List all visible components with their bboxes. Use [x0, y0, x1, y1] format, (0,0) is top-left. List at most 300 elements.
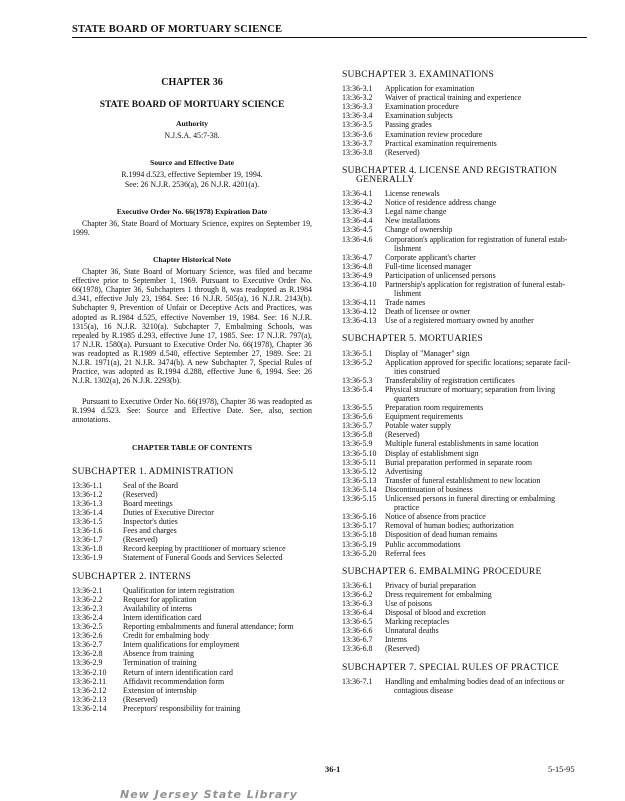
section-number: 13:36-2.12	[72, 685, 107, 695]
toc-entry	[342, 449, 590, 458]
section-title	[385, 421, 590, 430]
toc-entry	[342, 111, 590, 120]
toc-entry	[72, 704, 312, 713]
section-number: 13:36-5.18	[342, 530, 377, 540]
section-title-line: Availability of interns	[123, 603, 193, 613]
toc-entry	[72, 622, 312, 631]
readoption-note: Pursuant to Executive Order No. 66(1978), Chapter 36 was readopted as R.1994 d.523. See: Source and Effective Date. See, also, section annotations.	[72, 397, 312, 425]
section-title-line: Removal of human bodies; authorization	[385, 521, 514, 531]
section-title-line: Affidavit recommendation form	[123, 676, 225, 686]
section-title	[385, 225, 590, 234]
subchapter-4-title	[342, 166, 590, 184]
toc-entry	[342, 235, 590, 253]
section-title	[385, 530, 590, 539]
toc-entry	[342, 130, 590, 139]
section-title-line: Examination review procedure	[385, 129, 483, 139]
section-title	[385, 271, 590, 280]
section-title-line: Transferability of registration certificates	[385, 375, 515, 385]
section-title-continuation: practice	[394, 503, 419, 513]
section-title-line: Full-time licensed manager	[385, 261, 472, 271]
toc-entry	[342, 549, 590, 558]
toc-entry	[342, 349, 590, 358]
section-title	[385, 376, 590, 385]
toc-entry	[342, 421, 590, 430]
section-title	[123, 499, 312, 508]
section-title	[123, 640, 312, 649]
section-title	[385, 198, 590, 207]
subchapter-2-list	[72, 586, 312, 713]
section-title-line: Death of licensee or owner	[385, 307, 471, 317]
section-title	[385, 581, 590, 590]
toc-entry	[342, 93, 590, 102]
toc-entry	[342, 467, 590, 476]
section-number: 13:36-3.5	[342, 120, 373, 130]
toc-entry	[342, 120, 590, 129]
section-title-line: Passing grades	[385, 120, 432, 130]
toc-entry	[342, 476, 590, 485]
toc-entry	[342, 189, 590, 198]
section-title	[123, 526, 312, 535]
section-number: 13:36-5.13	[342, 475, 377, 485]
toc-entry	[342, 102, 590, 111]
section-number: 13:36-3.6	[342, 129, 373, 139]
section-title-line: Disposition of dead human remains	[385, 530, 498, 540]
page-number: 36-1	[325, 765, 341, 774]
section-number: 13:36-5.7	[342, 421, 373, 431]
section-title-line: New installations	[385, 216, 441, 226]
section-number: 13:36-4.4	[342, 216, 373, 226]
section-title-line: Absence from training	[123, 649, 194, 659]
section-title	[385, 207, 590, 216]
section-title-line: Preceptors' responsibility for training	[123, 703, 241, 713]
toc-entry	[342, 84, 590, 93]
section-title	[123, 553, 312, 562]
section-title	[385, 93, 590, 102]
toc-entry	[342, 198, 590, 207]
toc-entry	[342, 412, 590, 421]
toc-entry	[72, 631, 312, 640]
toc-entry	[72, 586, 312, 595]
section-number: 13:36-2.6	[72, 631, 103, 641]
toc-entry	[72, 490, 312, 499]
section-number: 13:36-4.1	[342, 189, 373, 199]
section-title-line: Fees and charges	[123, 526, 177, 536]
section-title	[385, 139, 590, 148]
section-title-line: Trade names	[385, 298, 426, 308]
section-title-line: Termination of training	[123, 658, 197, 668]
toc-entry	[72, 535, 312, 544]
section-number: 13:36-4.9	[342, 270, 373, 280]
section-title-line: Request for application	[123, 594, 197, 604]
section-title	[385, 412, 590, 421]
section-title-line: Reporting embalmments and funeral attendance; form	[123, 622, 294, 632]
section-number: 13:36-6.1	[342, 580, 373, 590]
authority-heading: Authority	[175, 119, 209, 129]
section-title-line: Application approved for specific locations; separate facil-	[385, 357, 571, 367]
section-number: 13:36-3.8	[342, 147, 373, 157]
section-title-line: Examination subjects	[385, 111, 453, 121]
section-number: 13:36-1.2	[72, 489, 103, 499]
section-title	[385, 485, 590, 494]
authority-text: N.J.S.A. 45:7-38.	[164, 131, 220, 141]
section-title	[385, 458, 590, 467]
section-title	[385, 216, 590, 225]
section-title-line: (Reserved)	[385, 147, 420, 157]
section-number: 13:36-5.12	[342, 466, 377, 476]
section-title-line: Examination procedure	[385, 102, 459, 112]
toc-entry	[72, 677, 312, 686]
section-number: 13:36-5.14	[342, 484, 377, 494]
section-title-line: (Reserved)	[385, 430, 420, 440]
section-number: 13:36-6.3	[342, 598, 373, 608]
section-title-line: Handling and embalming bodies dead of an infectious or	[385, 676, 565, 686]
toc-entry	[342, 677, 590, 695]
subchapter-7-title: SUBCHAPTER 7. SPECIAL RULES OF PRACTICE	[342, 661, 559, 673]
section-title-line: Statement of Funeral Goods and Services Selected	[123, 553, 283, 563]
section-title-line: Transfer of funeral establishment to new location	[385, 475, 541, 485]
section-title-continuation: lishment	[394, 243, 422, 253]
section-number: 13:36-3.1	[342, 84, 373, 94]
section-title-line: Notice of absence from practice	[385, 512, 486, 522]
subchapter-1-list	[72, 481, 312, 563]
section-title	[385, 84, 590, 93]
section-number: 13:36-1.1	[72, 480, 103, 490]
section-title	[385, 617, 590, 626]
section-title	[385, 102, 590, 111]
section-title-line: Privacy of burial preparation	[385, 580, 476, 590]
section-title-line: Participation of unlicensed persons	[385, 270, 496, 280]
section-title-line: Multiple funeral establishments in same location	[385, 439, 539, 449]
historical-note-heading: Chapter Historical Note	[153, 254, 231, 264]
section-title	[385, 449, 590, 458]
section-title-line: Use of a registered mortuary owned by another	[385, 316, 534, 326]
section-title	[385, 403, 590, 412]
section-title-line: Display of establishment sign	[385, 448, 479, 458]
section-number: 13:36-2.3	[72, 603, 103, 613]
section-number: 13:36-5.4	[342, 384, 373, 394]
section-title-line: Extension of internship	[123, 685, 197, 695]
subchapter-4-list	[342, 189, 590, 325]
section-number: 13:36-6.8	[342, 644, 373, 654]
section-number: 13:36-5.10	[342, 448, 377, 458]
section-title-line: Corporation's application for registration of funeral estab-	[385, 234, 568, 244]
running-head: STATE BOARD OF MORTUARY SCIENCE	[72, 24, 587, 38]
toc-entry	[72, 508, 312, 517]
section-title-line: (Reserved)	[123, 535, 158, 545]
section-title	[123, 535, 312, 544]
section-title	[123, 677, 312, 686]
section-number: 13:36-2.13	[72, 694, 107, 704]
section-title-line: Qualification for intern registration	[123, 585, 235, 595]
section-title	[123, 490, 312, 499]
toc-entry	[72, 553, 312, 562]
section-title	[123, 604, 312, 613]
section-title-continuation: lishment	[394, 289, 422, 299]
section-title	[385, 608, 590, 617]
section-number: 13:36-2.11	[72, 676, 107, 686]
section-number: 13:36-5.5	[342, 403, 373, 413]
section-title	[385, 189, 590, 198]
section-title	[123, 595, 312, 604]
toc-entry	[342, 253, 590, 262]
toc-entry	[72, 544, 312, 553]
section-title-line: Display of "Manager" sign	[385, 348, 470, 358]
section-title	[385, 590, 590, 599]
section-title	[385, 540, 590, 549]
section-title-continuation: ities construed	[394, 366, 440, 376]
subchapter-4-title-line-1: SUBCHAPTER 4. LICENSE AND REGISTRATION	[342, 164, 558, 176]
toc-entry	[342, 262, 590, 271]
section-number: 13:36-3.2	[342, 93, 373, 103]
section-number: 13:36-4.11	[342, 298, 377, 308]
section-title	[385, 358, 590, 376]
section-number: 13:36-1.8	[72, 544, 103, 554]
section-number: 13:36-5.8	[342, 430, 373, 440]
section-title-line: Referral fees	[385, 548, 426, 558]
toc-entry	[342, 316, 590, 325]
toc-entry	[342, 439, 590, 448]
section-title	[123, 517, 312, 526]
section-title	[385, 385, 590, 403]
section-number: 13:36-2.2	[72, 594, 103, 604]
section-title	[123, 695, 312, 704]
section-title-line: Marking receptacles	[385, 617, 450, 627]
toc-entry	[342, 207, 590, 216]
section-number: 13:36-2.7	[72, 640, 103, 650]
historical-note-text: Chapter 36, State Board of Mortuary Science, was filed and became effective prior to September 1, 1969. Pursuant to Executive Order No. 66(1978), Chapter 36, Subchapters 1 through 8, was readopted as R.1984 d.341, effective July 23, 1984. See: 16 N.J.R. 505(a), 16 N.J.R. 2143(b). Subchapter 9, Prevention of Unfair or Deceptive Acts and Practices, was adopted as R.1984 d.525, effective November 19, 1984. See: 16 N.J.R. 1315(a), 16 N.J.R. 3210(a). Subchapter 7, Embalming Schools, was repealed by R.1985 d.293, effective June 17, 1985. See: 17 N.J.R. 797(a), 17 N.J.R. 1580(a). Pursuant to Executive Order No. 66(1978), Chapter 36 was readopted as R.1989 d.540, effective September 27, 1989. See: 21 N.J.R. 1971(a), 21 N.J.R. 3474(b). A new Subchapter 7, Special Rules of Practice, was adopted as R.1994 d.288, effective June 6, 1994. See: 26 N.J.R. 1302(a), 26 N.J.R. 2293(b).	[72, 267, 312, 386]
toc-entry	[72, 668, 312, 677]
toc-entry	[342, 635, 590, 644]
right-column	[342, 70, 590, 695]
section-title-continuation: contagious disease	[394, 685, 453, 695]
section-number: 13:36-4.12	[342, 307, 377, 317]
section-title-line: Application for examination	[385, 84, 475, 94]
section-number: 13:36-6.4	[342, 608, 373, 618]
section-number: 13:36-4.2	[342, 198, 373, 208]
section-title-line: Intern qualifications for employment	[123, 640, 240, 650]
toc-entry	[342, 403, 590, 412]
section-number: 13:36-5.9	[342, 439, 373, 449]
subchapter-2-title: SUBCHAPTER 2. INTERNS	[72, 570, 192, 582]
section-number: 13:36-4.6	[342, 234, 373, 244]
section-title-line: Use of poisons	[385, 598, 432, 608]
section-title	[385, 148, 590, 157]
section-number: 13:36-1.5	[72, 517, 103, 527]
section-number: 13:36-2.14	[72, 703, 107, 713]
toc-entry	[342, 148, 590, 157]
section-title-line: Legal name change	[385, 207, 447, 217]
section-title-line: Potable water supply	[385, 421, 452, 431]
section-title-line: Change of ownership	[385, 225, 453, 235]
section-title	[123, 649, 312, 658]
section-title-line: Waiver of practical training and experience	[385, 93, 522, 103]
toc-entry	[342, 139, 590, 148]
section-title	[123, 544, 312, 553]
section-title-line: Burial preparation performed in separate room	[385, 457, 533, 467]
toc-entry	[342, 494, 590, 512]
section-number: 13:36-2.10	[72, 667, 107, 677]
toc-entry	[342, 307, 590, 316]
section-number: 13:36-1.4	[72, 508, 103, 517]
section-title-line: Corporate applicant's charter	[385, 252, 476, 262]
section-number: 13:36-7.1	[342, 676, 373, 686]
section-number: 13:36-6.2	[342, 589, 373, 599]
toc-entry	[342, 485, 590, 494]
section-number: 13:36-5.2	[342, 357, 373, 367]
toc-entry	[342, 376, 590, 385]
section-title	[123, 508, 312, 517]
section-title-line: Physical structure of mortuary; separation from living	[385, 384, 556, 394]
section-title-line: Partnership's application for registration of funeral estab-	[385, 279, 566, 289]
toc-heading: CHAPTER TABLE OF CONTENTS	[132, 442, 252, 452]
section-title-line: Dress requirement for embalming	[385, 589, 492, 599]
section-title-line: Equipment requirements	[385, 412, 463, 422]
toc-entry	[72, 613, 312, 622]
section-number: 13:36-6.7	[342, 635, 373, 645]
toc-entry	[342, 599, 590, 608]
section-title	[123, 631, 312, 640]
section-title-line: Notice of residence address change	[385, 198, 497, 208]
section-title-continuation: quarters	[394, 394, 420, 403]
section-number: 13:36-5.19	[342, 539, 377, 549]
source-line-1: R.1994 d.523, effective September 19, 1994.	[121, 170, 263, 180]
section-title-line: Duties of Executive Director	[123, 508, 214, 517]
executive-order-heading: Executive Order No. 66(1978) Expiration Date	[116, 206, 268, 216]
section-title-line: License renewals	[385, 189, 440, 199]
section-number: 13:36-5.11	[342, 457, 377, 467]
toc-entry	[72, 517, 312, 526]
toc-entry	[342, 458, 590, 467]
section-title	[385, 130, 590, 139]
section-title	[385, 235, 590, 253]
section-title-line: Credit for embalming body	[123, 631, 210, 641]
section-title-line: Preparation room requirements	[385, 403, 484, 413]
section-number: 13:36-3.7	[342, 138, 373, 148]
section-number: 13:36-4.7	[342, 252, 373, 262]
section-title-line: Unnatural deaths	[385, 626, 439, 636]
subchapter-5-title: SUBCHAPTER 5. MORTUARIES	[342, 333, 483, 345]
toc-entry	[72, 649, 312, 658]
section-number: 13:36-6.5	[342, 617, 373, 627]
source-line-2: See: 26 N.J.R. 2536(a), 26 N.J.R. 4201(a).	[124, 179, 260, 189]
section-number: 13:36-5.1	[342, 348, 373, 358]
section-title	[123, 686, 312, 695]
toc-entry	[342, 581, 590, 590]
toc-entry	[72, 604, 312, 613]
section-number: 13:36-4.8	[342, 261, 373, 271]
section-title	[385, 430, 590, 439]
subchapter-3-title: SUBCHAPTER 3. EXAMINATIONS	[342, 69, 495, 80]
section-title	[385, 280, 590, 298]
section-title-line: Advertising	[385, 466, 423, 476]
toc-entry	[342, 644, 590, 653]
executive-order-text: Chapter 36, State Board of Mortuary Science, expires on September 19, 1999.	[72, 218, 312, 237]
left-column	[72, 70, 312, 713]
chapter-title: STATE BOARD OF MORTUARY SCIENCE	[99, 100, 285, 111]
section-title-line: Board meetings	[123, 498, 173, 508]
section-title-line: Inspector's duties	[123, 517, 178, 527]
revision-date: 5-15-95	[548, 765, 575, 774]
toc-entry	[342, 530, 590, 539]
section-number: 13:36-1.7	[72, 535, 103, 545]
section-number: 13:36-2.4	[72, 612, 103, 622]
section-number: 13:36-2.8	[72, 649, 103, 659]
section-title	[123, 481, 312, 490]
section-title	[385, 677, 590, 695]
section-title	[385, 476, 590, 485]
section-title	[385, 549, 590, 558]
section-title-line: (Reserved)	[385, 644, 420, 654]
subchapter-5-list	[342, 349, 590, 558]
section-title	[123, 668, 312, 677]
section-title	[123, 586, 312, 595]
section-number: 13:36-5.3	[342, 375, 373, 385]
section-title-line: (Reserved)	[123, 694, 158, 704]
toc-entry	[72, 526, 312, 535]
section-number: 13:36-4.3	[342, 207, 373, 217]
toc-entry	[342, 430, 590, 439]
section-title	[385, 521, 590, 530]
section-title	[385, 120, 590, 129]
section-title-line: Public accommodations	[385, 539, 461, 549]
toc-entry	[342, 590, 590, 599]
section-title	[385, 467, 590, 476]
section-number: 13:36-6.6	[342, 626, 373, 636]
section-title-line: Disposal of blood and excretion	[385, 608, 486, 618]
section-title	[385, 253, 590, 262]
section-title	[385, 298, 590, 307]
toc-entry	[342, 617, 590, 626]
toc-entry	[342, 540, 590, 549]
toc-entry	[342, 521, 590, 530]
source-heading: Source and Effective Date	[149, 158, 234, 168]
toc-entry	[342, 512, 590, 521]
section-number: 13:36-4.13	[342, 316, 377, 326]
section-number: 13:36-2.9	[72, 658, 103, 668]
chapter-number: CHAPTER 36	[161, 77, 223, 88]
section-number: 13:36-4.10	[342, 279, 377, 289]
toc-entry	[342, 225, 590, 234]
toc-entry	[342, 298, 590, 307]
section-title	[385, 262, 590, 271]
section-title-line: Discontinuation of business	[385, 484, 473, 494]
toc-entry	[342, 280, 590, 298]
section-number: 13:36-2.5	[72, 622, 103, 632]
section-number: 13:36-4.5	[342, 225, 373, 235]
section-title-line: Record keeping by practitioner of mortuary science	[123, 544, 286, 554]
section-title	[123, 704, 312, 713]
section-title	[385, 349, 590, 358]
section-number: 13:36-5.16	[342, 512, 377, 522]
section-title	[385, 635, 590, 644]
section-title-line: Practical examination requirements	[385, 138, 497, 148]
toc-entry	[72, 499, 312, 508]
section-title	[123, 658, 312, 667]
toc-entry	[342, 608, 590, 617]
section-title-line: Intern identification card	[123, 612, 202, 622]
toc-entry	[72, 481, 312, 490]
subchapter-6-title: SUBCHAPTER 6. EMBALMING PROCEDURE	[342, 565, 542, 577]
toc-entry	[72, 695, 312, 704]
section-title	[123, 613, 312, 622]
section-title	[385, 626, 590, 635]
section-title	[385, 494, 590, 512]
section-title-line: Interns	[385, 635, 407, 645]
section-title	[385, 439, 590, 448]
section-title	[123, 622, 312, 631]
subchapter-3-list	[342, 84, 590, 157]
toc-entry	[342, 385, 590, 403]
